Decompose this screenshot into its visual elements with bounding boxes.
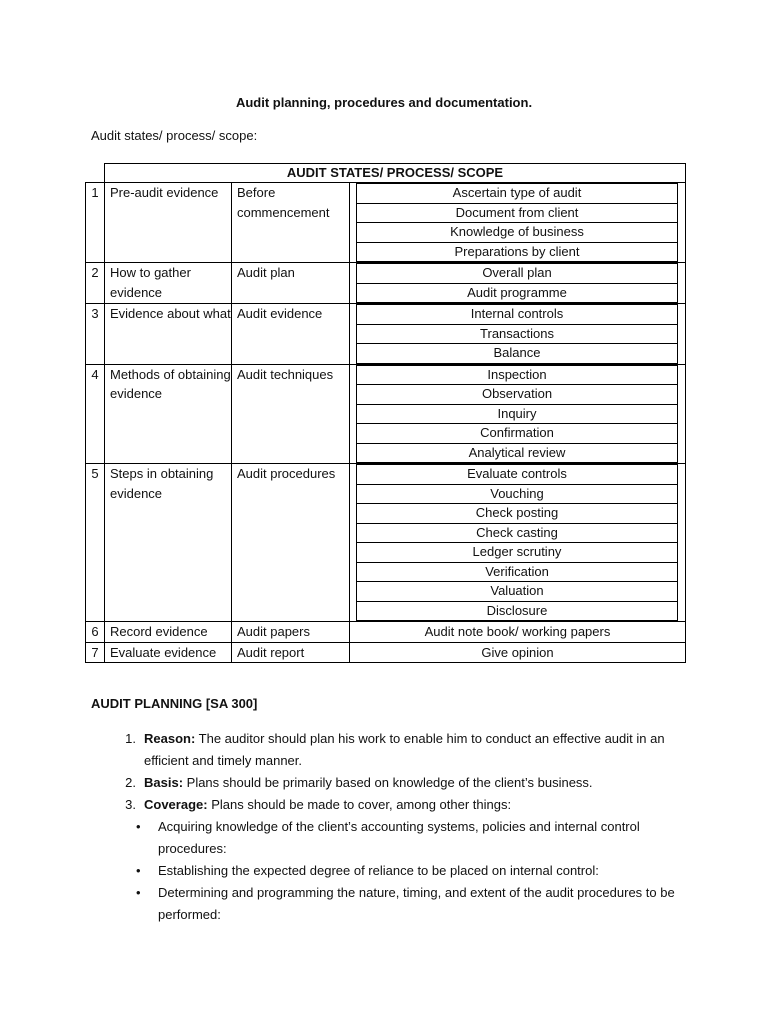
row-label: How to gather evidence	[105, 263, 232, 304]
row-label: Evaluate evidence	[105, 642, 232, 663]
bullet-text: Acquiring knowledge of the client’s accounting systems, policies and internal control procedures:	[158, 819, 640, 856]
section-subtitle: Audit states/ process/ scope:	[91, 128, 258, 143]
row-items-cell	[350, 622, 686, 643]
row-label: Evidence about what	[105, 304, 232, 365]
scope-item: Preparations by client	[357, 242, 678, 262]
scope-item: Disclosure	[357, 601, 678, 621]
row-items-cell	[350, 304, 686, 365]
bullet-icon: •	[136, 885, 141, 900]
bullet-item	[136, 882, 691, 926]
list-number: 1.	[125, 731, 136, 746]
table-body	[86, 183, 686, 663]
scope-item: Verification	[357, 562, 678, 582]
table-row	[86, 622, 686, 643]
list-term: Basis:	[144, 775, 184, 790]
list-item	[91, 728, 691, 772]
row-stage: Audit evidence	[232, 304, 350, 365]
scope-item: Balance	[357, 344, 678, 364]
bullet-item	[136, 860, 691, 882]
row-number: 3	[86, 304, 105, 365]
list-text: Plans should be primarily based on knowledge of the client’s business.	[183, 775, 593, 790]
scope-item: Observation	[357, 385, 678, 405]
bullet-text: Determining and programming the nature, timing, and extent of the audit procedures to be performed:	[158, 885, 675, 922]
row-number: 6	[86, 622, 105, 643]
bullet-icon: •	[136, 863, 141, 878]
scope-item: Internal controls	[357, 305, 678, 325]
bullet-text: Establishing the expected degree of reliance to be placed on internal control:	[158, 863, 599, 878]
row-label: Pre-audit evidence	[105, 183, 232, 263]
scope-items-list	[356, 183, 678, 262]
row-stage: Before commencement	[232, 183, 350, 263]
scope-item: Valuation	[357, 582, 678, 602]
scope-item: Check casting	[357, 523, 678, 543]
header-spacer	[86, 164, 105, 183]
row-number: 1	[86, 183, 105, 263]
row-label: Record evidence	[105, 622, 232, 643]
scope-item: Ledger scrutiny	[357, 543, 678, 563]
list-text: The auditor should plan his work to enable him to conduct an effective audit in an efficient and timely manner.	[144, 731, 665, 768]
table-row	[86, 183, 686, 263]
bullet-icon: •	[136, 819, 141, 834]
list-number: 2.	[125, 775, 136, 790]
scope-items-list	[356, 263, 678, 303]
row-stage: Audit techniques	[232, 364, 350, 464]
scope-item: Inspection	[357, 365, 678, 385]
scope-item: Give opinion	[481, 644, 554, 660]
row-stage: Audit report	[232, 642, 350, 663]
table-row	[86, 642, 686, 663]
table-row	[86, 364, 686, 464]
row-stage: Audit plan	[232, 263, 350, 304]
row-stage: Audit papers	[232, 622, 350, 643]
scope-item: Transactions	[357, 324, 678, 344]
list-item	[91, 794, 691, 816]
row-number: 5	[86, 464, 105, 622]
scope-item: Document from client	[357, 203, 678, 223]
scope-item: Vouching	[357, 484, 678, 504]
scope-item: Audit note book/ working papers	[424, 624, 611, 639]
scope-item: Analytical review	[357, 443, 678, 463]
table-row	[86, 304, 686, 365]
table-row	[86, 263, 686, 304]
list-number: 3.	[125, 797, 136, 812]
bullet-item	[136, 816, 691, 860]
audit-scope-table	[85, 163, 686, 663]
planning-list	[91, 728, 691, 926]
row-items-cell	[350, 464, 686, 622]
scope-items-list	[356, 304, 678, 364]
table-row	[86, 464, 686, 622]
table-header: AUDIT STATES/ PROCESS/ SCOPE	[105, 164, 686, 183]
scope-item: Overall plan	[357, 264, 678, 284]
row-number: 4	[86, 364, 105, 464]
scope-item: Evaluate controls	[357, 465, 678, 485]
list-term: Coverage:	[144, 797, 208, 812]
row-items-cell	[350, 183, 686, 263]
row-label: Methods of obtaining evidence	[105, 364, 232, 464]
row-number: 2	[86, 263, 105, 304]
scope-item: Audit programme	[357, 283, 678, 303]
row-items-cell	[350, 642, 686, 663]
list-term: Reason:	[144, 731, 196, 746]
planning-heading: AUDIT PLANNING [SA 300]	[91, 696, 258, 711]
row-stage: Audit procedures	[232, 464, 350, 622]
scope-items-list	[356, 464, 678, 621]
scope-item: Knowledge of business	[357, 223, 678, 243]
scope-item: Check posting	[357, 504, 678, 524]
scope-item: Inquiry	[357, 404, 678, 424]
list-item	[91, 772, 691, 794]
row-items-cell	[350, 263, 686, 304]
scope-item: Confirmation	[357, 424, 678, 444]
scope-item: Ascertain type of audit	[357, 184, 678, 204]
row-number: 7	[86, 642, 105, 663]
document-title: Audit planning, procedures and documentation.	[235, 95, 533, 110]
scope-items-list	[356, 365, 678, 464]
row-items-cell	[350, 364, 686, 464]
list-text: Plans should be made to cover, among other things:	[207, 797, 512, 812]
row-label: Steps in obtaining evidence	[105, 464, 232, 622]
